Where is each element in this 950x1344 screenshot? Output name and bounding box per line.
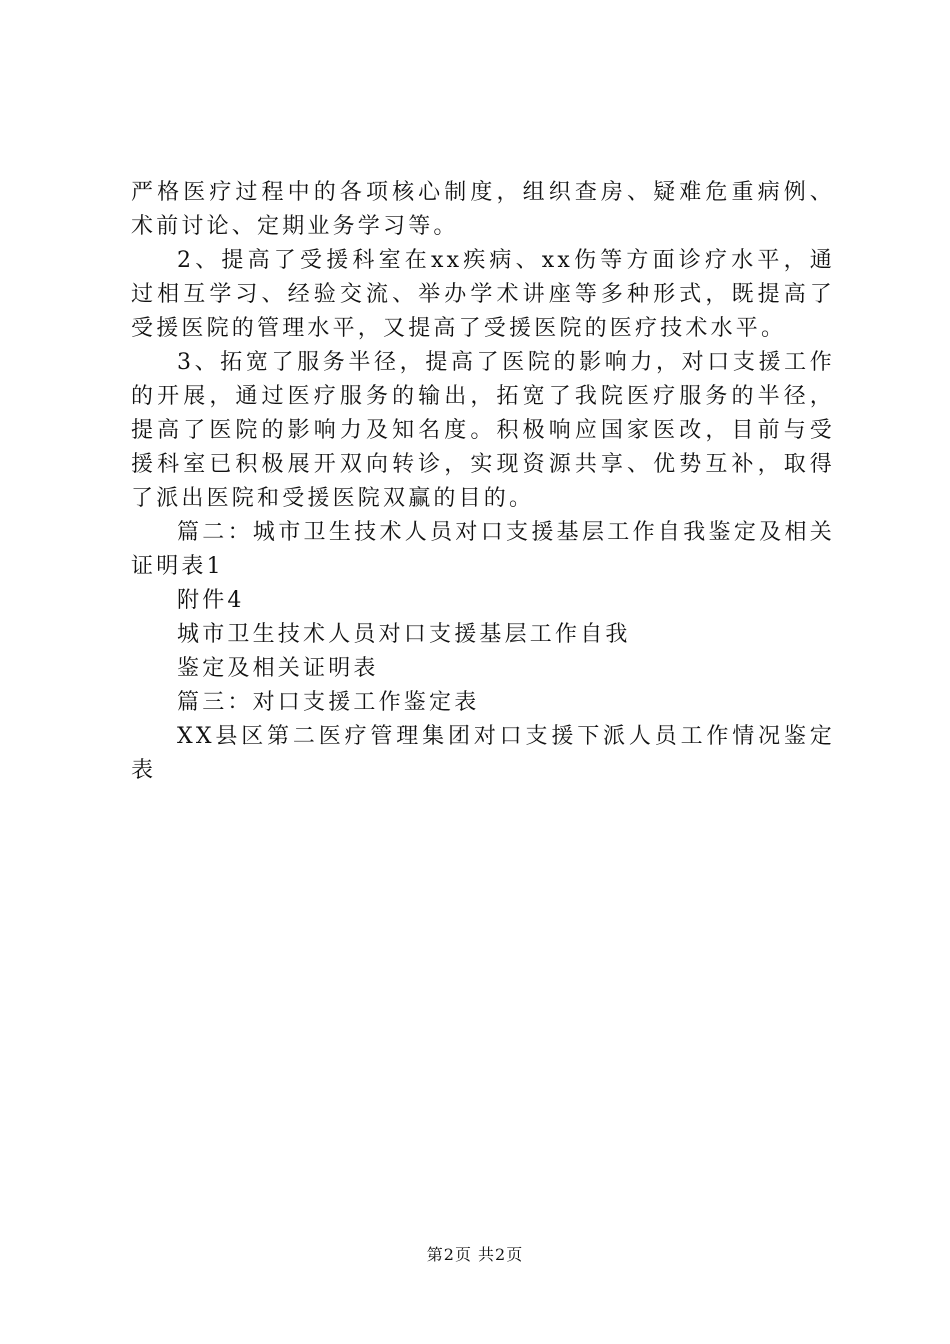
paragraph-form-title-line2: 鉴定及相关证明表	[177, 656, 379, 681]
paragraph-evaluation-form-title: XX县区第二医疗管理集团对口支援下派人员工作情况鉴定表	[131, 724, 835, 783]
paragraph-core-systems: 严格医疗过程中的各项核心制度，组织查房、疑难危重病例、术前讨论、定期业务学习等。	[131, 180, 835, 239]
paragraph-form-title-line1: 城市卫生技术人员对口支援基层工作自我	[177, 622, 631, 647]
paragraph-attachment: 附件4	[177, 588, 245, 613]
paragraph-point-2: 2、提高了受援科室在xx疾病、xx伤等方面诊疗水平，通过相互学习、经验交流、举办学术讲座等多种形式，既提高了受援医院的管理水平，又提高了受援医院的医疗技术水平。	[131, 248, 835, 341]
paragraph-section-3-title: 篇三：对口支援工作鉴定表	[177, 690, 480, 715]
paragraph-point-3: 3、拓宽了服务半径，提高了医院的影响力，对口支援工作的开展，通过医疗服务的输出，拓宽了我院医疗服务的半径，提高了医院的影响力及知名度。积极响应国家医改，目前与受援科室已积极展开双向转诊，实现资源共享、优势互补，取得了派出医院和受援医院双赢的目的。	[131, 350, 835, 511]
paragraph-section-2-title: 篇二：城市卫生技术人员对口支援基层工作自我鉴定及相关证明表1	[131, 520, 835, 579]
page-number-footer: 第2页 共2页	[426, 1245, 524, 1264]
document-body	[131, 176, 835, 788]
